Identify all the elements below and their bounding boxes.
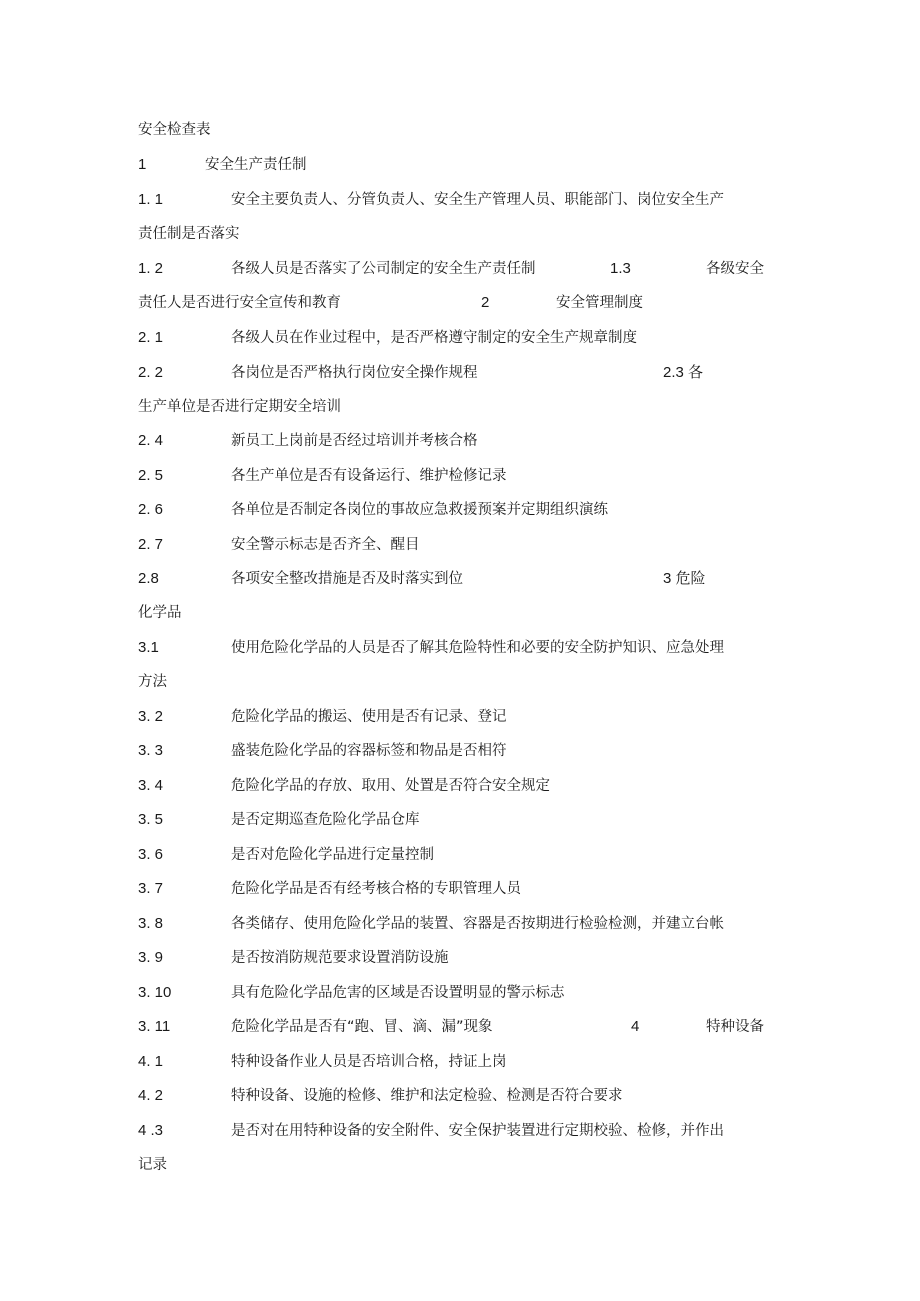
item-number: 3. 7 [138, 880, 164, 897]
item-text: 使用危险化学品的人员是否了解其危险特性和必要的安全防护知识、应急处理 [231, 640, 724, 656]
item-number: 2.3 各 [663, 364, 704, 381]
item-number: 2. 2 [138, 364, 164, 381]
item-text: 特种设备作业人员是否培训合格，持证上岗 [231, 1054, 507, 1070]
item-text: 危险化学品的搬运、使用是否有记录、登记 [231, 709, 507, 725]
item-number: 1. 1 [138, 191, 164, 208]
item-text: 是否对危险化学品进行定量控制 [231, 847, 434, 863]
item-text: 各岗位是否严格执行岗位安全操作规程 [231, 365, 478, 381]
item-text: 是否对在用特种设备的安全附件、安全保护装置进行定期校验、检修，并作出 [231, 1123, 724, 1139]
item-number: 1.3 [610, 260, 631, 277]
item-text: 危险化学品的存放、取用、处置是否符合安全规定 [231, 778, 550, 794]
item-text: 是否定期巡查危险化学品仓库 [231, 812, 420, 828]
item-text: 具有危险化学品危害的区域是否设置明显的警示标志 [231, 985, 565, 1001]
item-text-continued: 责任人是否进行安全宣传和教育 [138, 295, 341, 311]
item-text: 安全生产责任制 [205, 157, 307, 173]
item-text: 各级安全 [706, 261, 764, 277]
item-text-continued: 方法 [138, 674, 167, 690]
item-text: 危险化学品是否有“跑、冒、滴、漏”现象 [231, 1019, 493, 1035]
item-number: 4. 1 [138, 1053, 164, 1070]
section-title: 安全管理制度 [556, 295, 643, 311]
section-number: 3 危险 [663, 570, 706, 587]
item-number: 2. 1 [138, 329, 164, 346]
item-number: 3. 9 [138, 949, 164, 966]
item-text: 盛装危险化学品的容器标签和物品是否相符 [231, 743, 507, 759]
item-text: 各级人员在作业过程中，是否严格遵守制定的安全生产规章制度 [231, 330, 637, 346]
item-number: 4. 2 [138, 1087, 164, 1104]
item-number: 3. 4 [138, 777, 164, 794]
item-number: 2. 6 [138, 501, 164, 518]
item-number: 3. 3 [138, 742, 164, 759]
item-text: 特种设备、设施的检修、维护和法定检验、检测是否符合要求 [231, 1088, 623, 1104]
section-title-continued: 化学品 [138, 605, 182, 621]
item-number: 3. 6 [138, 846, 164, 863]
item-number: 3. 5 [138, 811, 164, 828]
section-number: 4 [631, 1018, 640, 1035]
item-text: 新员工上岗前是否经过培训并考核合格 [231, 433, 478, 449]
item-text: 是否按消防规范要求设置消防设施 [231, 950, 449, 966]
item-text: 安全主要负责人、分管负责人、安全生产管理人员、职能部门、岗位安全生产 [231, 192, 724, 208]
item-text: 各单位是否制定各岗位的事故应急救援预案并定期组织演练 [231, 502, 608, 518]
item-text-continued: 生产单位是否进行定期安全培训 [138, 399, 341, 415]
section-number: 2 [481, 294, 490, 311]
item-number: 3.1 [138, 639, 159, 656]
item-text-continued: 责任制是否落实 [138, 226, 240, 242]
item-text-continued: 记录 [138, 1157, 167, 1173]
item-number: 1. 2 [138, 260, 164, 277]
item-number: 1 [138, 156, 147, 173]
item-number: 3. 10 [138, 984, 172, 1001]
item-text: 各类储存、使用危险化学品的装置、容器是否按期进行检验检测，并建立台帐 [231, 916, 724, 932]
item-text: 安全警示标志是否齐全、醒目 [231, 537, 420, 553]
item-number: 3. 2 [138, 708, 164, 725]
item-number: 3. 11 [138, 1018, 171, 1035]
item-number: 2.8 [138, 570, 159, 587]
document-title: 安全检查表 [138, 122, 211, 138]
section-title: 特种设备 [706, 1019, 764, 1035]
item-text: 各级人员是否落实了公司制定的安全生产责任制 [231, 261, 536, 277]
item-number: 4 .3 [138, 1122, 164, 1139]
item-text: 各项安全整改措施是否及时落实到位 [231, 571, 463, 587]
item-number: 2. 7 [138, 536, 164, 553]
item-number: 3. 8 [138, 915, 164, 932]
item-text: 危险化学品是否有经考核合格的专职管理人员 [231, 881, 521, 897]
item-text: 各生产单位是否有设备运行、维护检修记录 [231, 468, 507, 484]
item-number: 2. 5 [138, 467, 164, 484]
item-number: 2. 4 [138, 432, 164, 449]
